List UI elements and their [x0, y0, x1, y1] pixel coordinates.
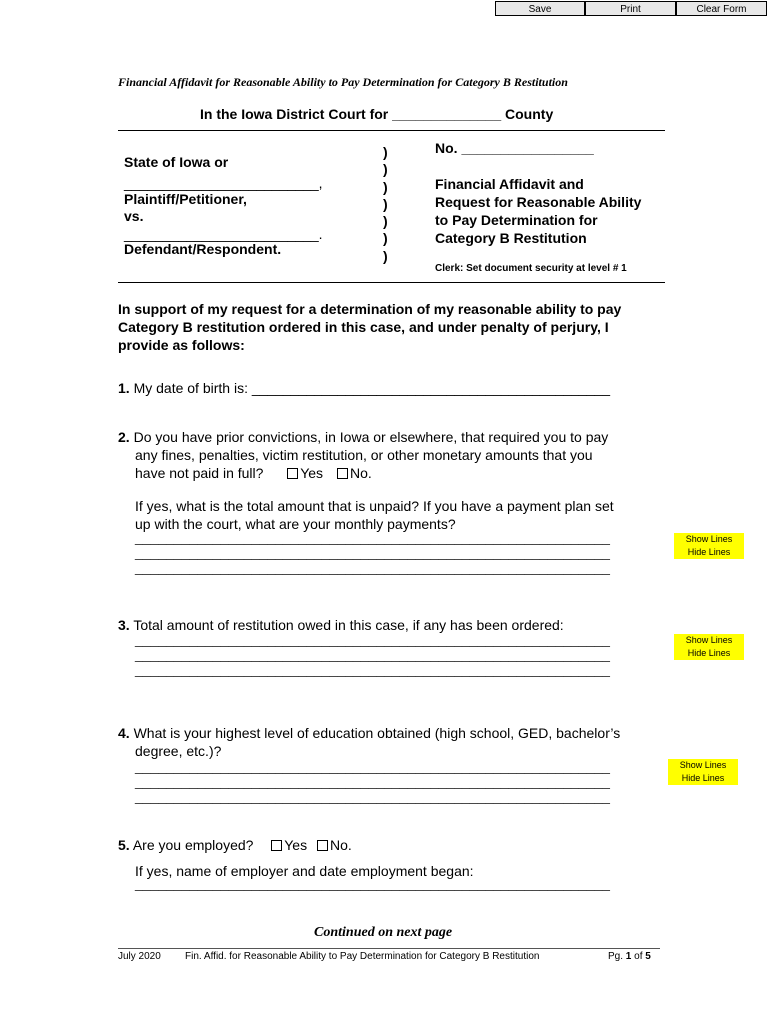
question-3-toggle-lines[interactable]	[674, 634, 744, 660]
footer-title: Fin. Affid. for Reasonable Ability to Pay Determination for Category B Restitution	[185, 951, 540, 962]
question-4-answer-lines[interactable]: _____________________________________________________________ _____________________________________________________________ _____________________________________________________________	[135, 758, 610, 804]
footer-page: Pg. 1 of 5	[608, 951, 651, 962]
question-2-yes-label: Yes	[300, 465, 324, 481]
question-1-number: 1.	[118, 380, 130, 396]
form-header-title: Financial Affidavit for Reasonable Ability to Pay Determination for Category B Restitution	[118, 75, 568, 89]
question-2	[118, 428, 608, 446]
footer-rule	[118, 948, 660, 949]
question-4-line2: degree, etc.)?	[135, 743, 222, 759]
question-5-followup: If yes, name of employer and date employment began:	[135, 863, 474, 879]
question-2-line3: have not paid in full? Yes No.	[135, 465, 372, 481]
hide-lines-button[interactable]: Hide Lines	[681, 773, 725, 783]
case-number: No. _________________	[435, 140, 594, 156]
caption-plaintiff: Plaintiff/Petitioner,	[124, 191, 247, 207]
footer-date: July 2020	[118, 951, 161, 962]
continued-note: Continued on next page	[314, 925, 453, 940]
question-4	[118, 724, 620, 742]
question-2-yes-checkbox[interactable]	[287, 468, 298, 479]
hide-lines-button[interactable]: Hide Lines	[687, 648, 731, 658]
caption-parentheses: ) ) ) ) ) ) )	[383, 144, 388, 264]
question-4-toggle-lines[interactable]	[668, 759, 738, 785]
question-4-number: 4.	[118, 725, 130, 741]
print-button[interactable]: Print	[585, 1, 676, 16]
question-5-yes-label: Yes	[284, 837, 308, 853]
question-5-number: 5.	[118, 837, 130, 853]
question-1-text[interactable]: My date of birth is: ______________________________________________	[133, 380, 611, 396]
intro-paragraph: In support of my request for a determination of my reasonable ability to pay Category B restitution ordered in this case, and under penalty of perjury, I provide as follows:	[118, 301, 622, 353]
question-2-answer-lines[interactable]: _____________________________________________________________ _____________________________________________________________ _____________________________________________________________	[135, 529, 610, 575]
question-2-text: Do you have prior convictions, in Iowa or elsewhere, that required you to pay	[133, 429, 609, 445]
question-5-no-label: No.	[329, 837, 352, 853]
question-5-no-checkbox[interactable]	[317, 840, 328, 851]
caption-state: State of Iowa or	[124, 154, 229, 170]
header-rule	[118, 130, 665, 131]
clerk-note: Clerk: Set document security at level # 1	[435, 263, 627, 274]
caption-plaintiff-blank: _________________________,	[124, 175, 323, 191]
question-2-toggle-lines[interactable]	[674, 533, 744, 559]
caption-vs: vs.	[124, 208, 144, 224]
question-1	[118, 379, 610, 397]
document-title: Financial Affidavit and Request for Reasonable Ability to Pay Determination for Category B Restitution	[435, 176, 642, 246]
question-2-line2: any fines, penalties, victim restitution, or other monetary amounts that you	[135, 447, 593, 463]
question-5	[118, 836, 352, 854]
show-lines-button[interactable]: Show Lines	[679, 760, 727, 770]
court-line: In the Iowa District Court for ______________ County	[200, 106, 554, 122]
question-3-number: 3.	[118, 617, 130, 633]
question-5-text: Are you employed?	[132, 837, 254, 853]
caption-defendant: Defendant/Respondent.	[124, 241, 282, 257]
question-2-number: 2.	[118, 429, 130, 445]
show-lines-button[interactable]: Show Lines	[685, 635, 733, 645]
caption-defendant-blank: _________________________.	[124, 226, 323, 242]
save-button[interactable]: Save	[495, 1, 585, 16]
question-5-answer-line[interactable]: _____________________________________________________________	[135, 875, 610, 891]
question-2-followup: If yes, what is the total amount that is unpaid? If you have a payment plan set up with the court, what are your monthly payments?	[135, 498, 614, 532]
question-4-text: What is your highest level of education obtained (high school, GED, bachelor’s	[133, 725, 621, 741]
question-3-text: Total amount of restitution owed in this case, if any has been ordered:	[133, 617, 564, 633]
question-2-no-label: No.	[349, 465, 372, 481]
show-lines-button[interactable]: Show Lines	[685, 534, 733, 544]
question-5-yes-checkbox[interactable]	[271, 840, 282, 851]
hide-lines-button[interactable]: Hide Lines	[687, 547, 731, 557]
question-3-answer-lines[interactable]: _____________________________________________________________ _____________________________________________________________ _____________________________________________________________	[135, 631, 610, 677]
question-2-no-checkbox[interactable]	[337, 468, 348, 479]
clear-form-button[interactable]: Clear Form	[676, 1, 767, 16]
caption-rule	[118, 282, 665, 283]
